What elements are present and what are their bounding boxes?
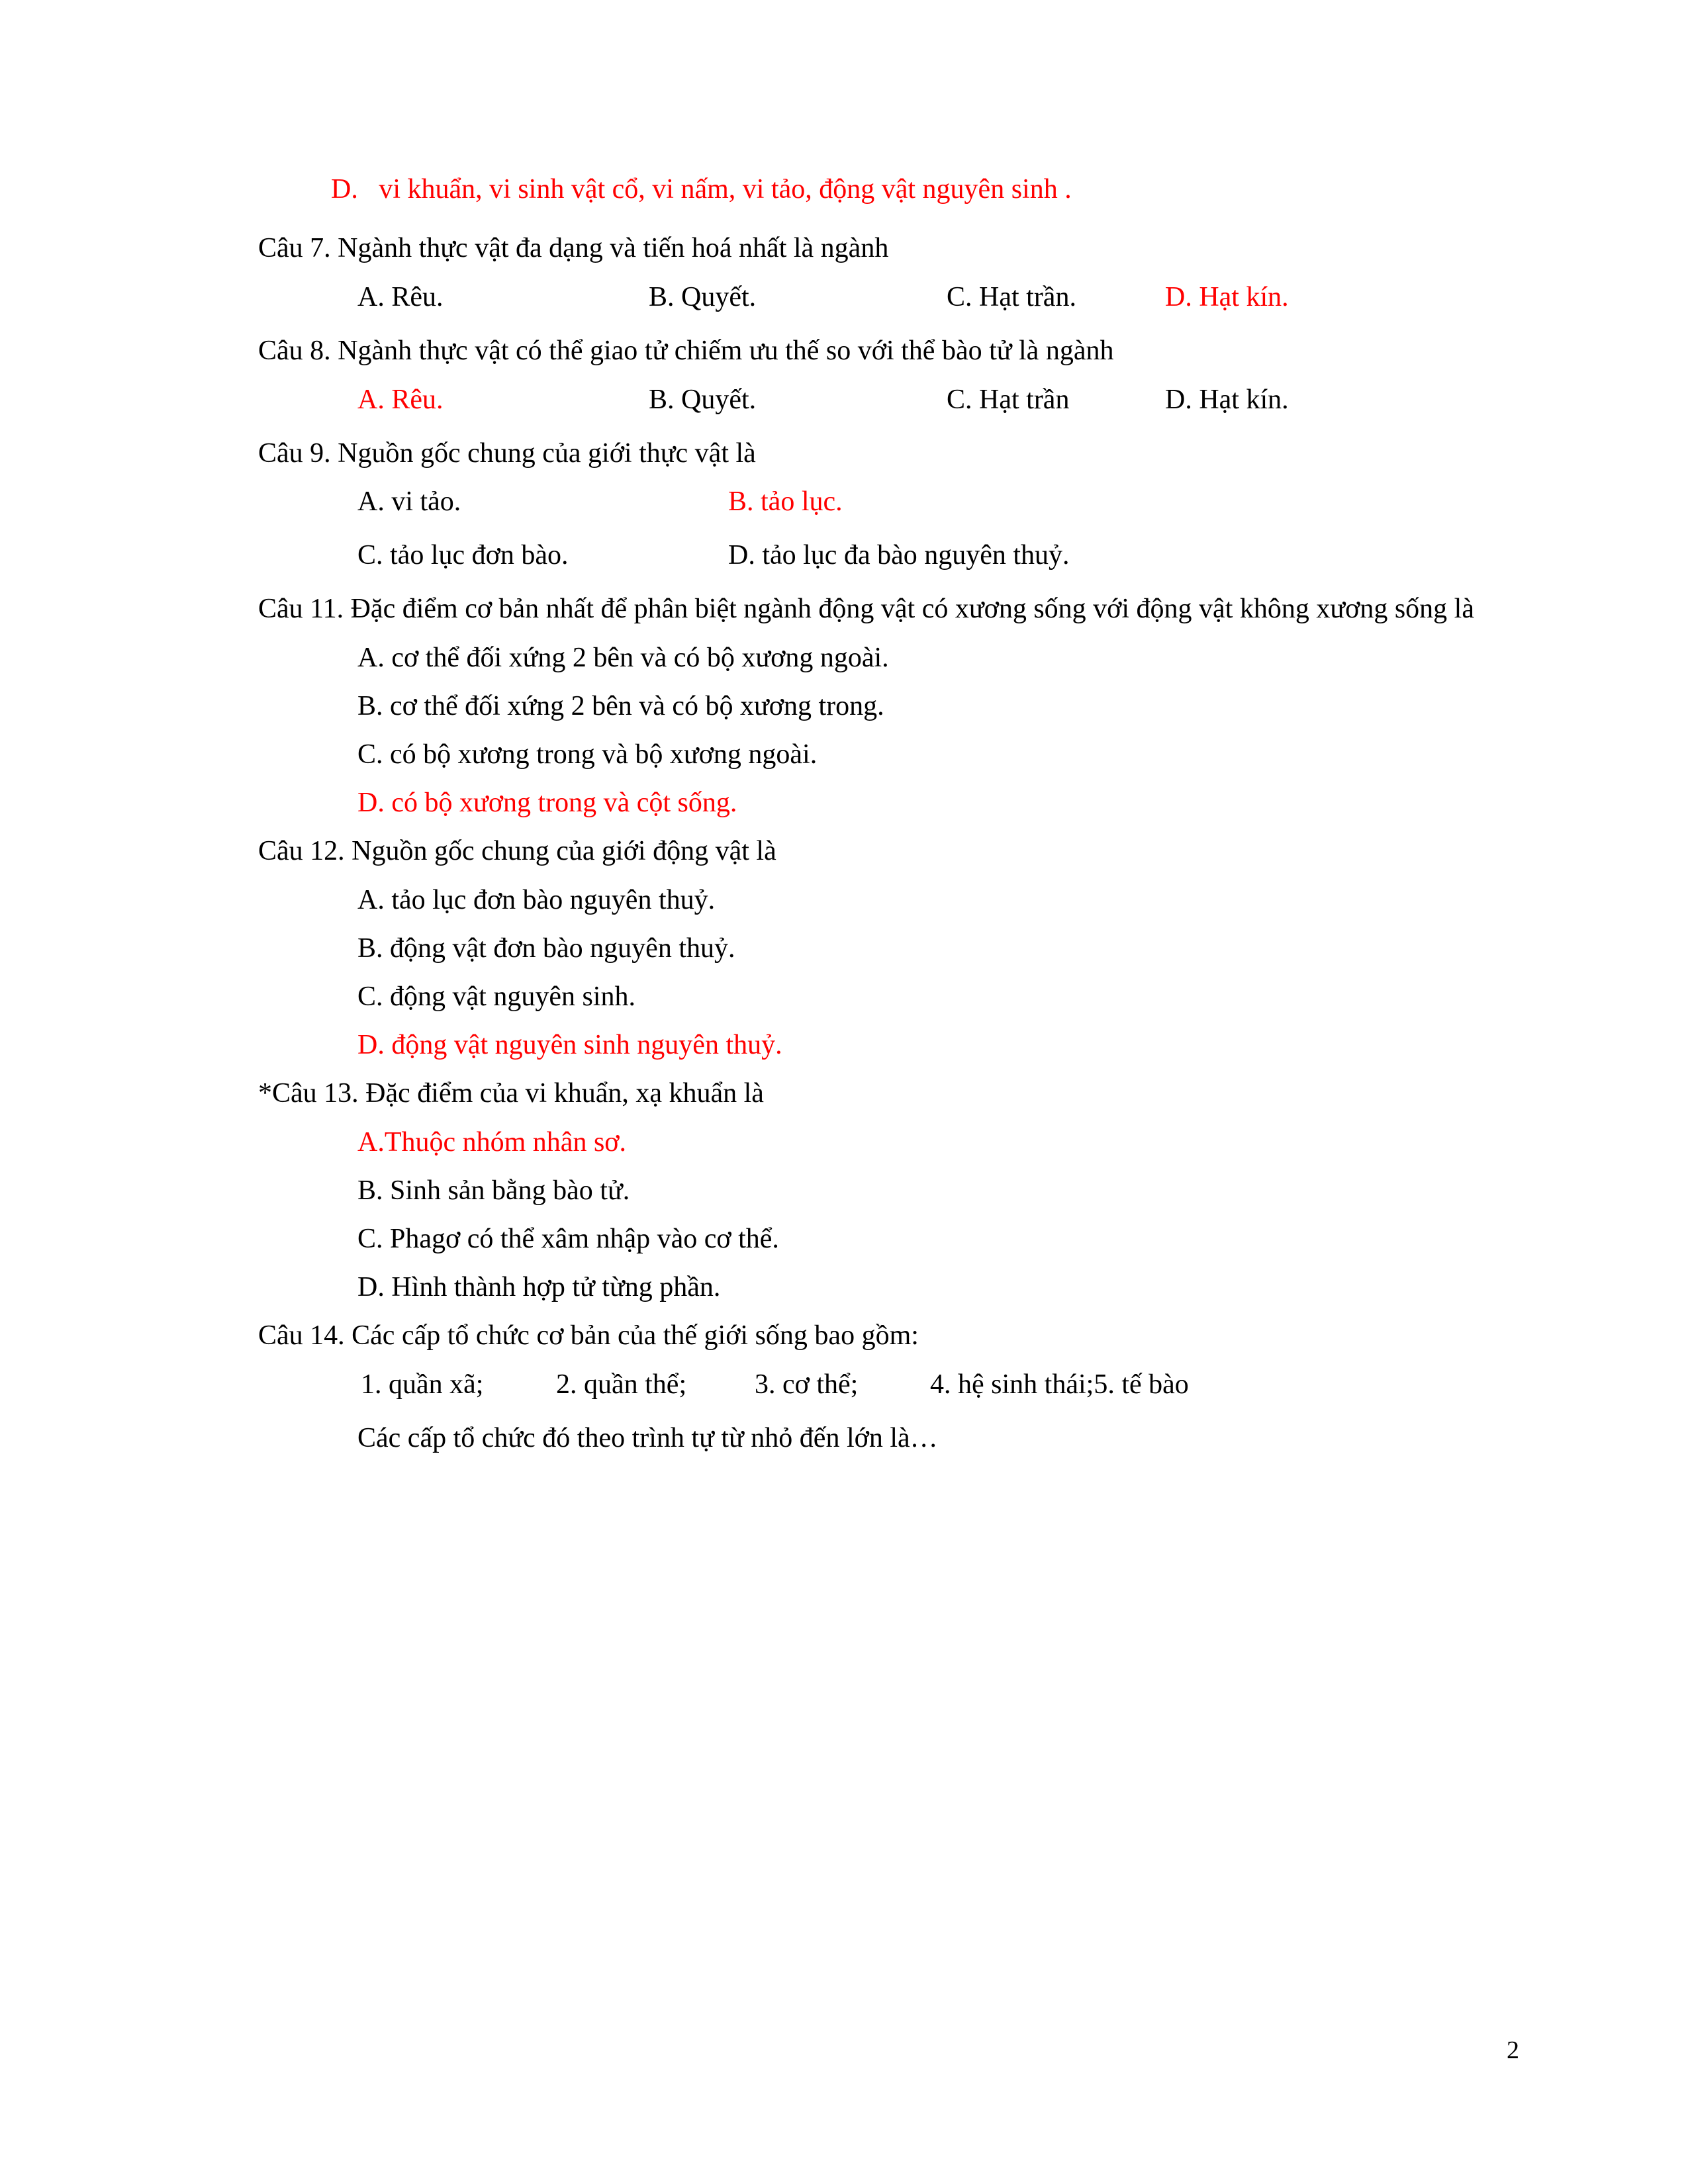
question-stem-cau-14: Câu 14. Các cấp tổ chức cơ bản của thế giới sống bao gồm: bbox=[258, 1320, 919, 1351]
option-cau-11-b[interactable]: B. cơ thể đối xứng 2 bên và có bộ xương trong. bbox=[357, 691, 884, 722]
question-stem-cau-12: Câu 12. Nguồn gốc chung của giới động vật là bbox=[258, 836, 776, 867]
option-cau-8-b[interactable]: B. Quyết. bbox=[649, 384, 757, 415]
option-cau-7-d[interactable]: D. Hạt kín. bbox=[1165, 281, 1289, 312]
page-number: 2 bbox=[1507, 2036, 1519, 2064]
options-row-cau-7 bbox=[258, 277, 1476, 318]
question-stem-cau-9: Câu 9. Nguồn gốc chung của giới thực vật là bbox=[258, 437, 756, 469]
question-stem-cau-11: Câu 11. Đặc điểm cơ bản nhất để phân biệt ngành động vật có xương sống với động vật không xương sống là bbox=[258, 594, 1474, 625]
top-answer-text: vi khuẩn, vi sinh vật cổ, vi nấm, vi tảo, động vật nguyên sinh . bbox=[379, 174, 1072, 205]
option-cau-9-b[interactable]: B. tảo lục. bbox=[728, 486, 843, 518]
option-cau-12-c[interactable]: C. động vật nguyên sinh. bbox=[357, 981, 635, 1013]
option-cau-9-a[interactable]: A. vi tảo. bbox=[357, 486, 461, 518]
option-cau-12-b[interactable]: B. động vật đơn bào nguyên thuỷ. bbox=[357, 933, 735, 964]
question-stem-cau-7: Câu 7. Ngành thực vật đa dạng và tiến hoá nhất là ngành bbox=[258, 233, 889, 263]
item-cau-14-2: 2. quần thể; bbox=[556, 1369, 687, 1400]
options-row-cau-8 bbox=[258, 379, 1476, 421]
option-cau-11-d[interactable]: D. có bộ xương trong và cột sống. bbox=[357, 788, 737, 819]
question-tail-cau-14: Các cấp tổ chức đó theo trình tự từ nhỏ đến lớn là… bbox=[357, 1422, 938, 1453]
option-cau-13-a[interactable]: A.Thuộc nhóm nhân sơ. bbox=[357, 1126, 626, 1158]
option-cau-13-b[interactable]: B. Sinh sản bằng bào tử. bbox=[357, 1175, 630, 1206]
option-cau-13-d[interactable]: D. Hình thành hợp tử từng phần. bbox=[357, 1271, 721, 1302]
item-cau-14-3: 3. cơ thể; bbox=[755, 1369, 859, 1400]
items-row-cau-14 bbox=[258, 1364, 1476, 1406]
question-stem-cau-8: Câu 8. Ngành thực vật có thể giao tử chiếm ưu thế so với thể bào tử là ngành bbox=[258, 335, 1114, 366]
option-cau-8-c[interactable]: C. Hạt trần bbox=[947, 384, 1070, 415]
option-cau-8-a[interactable]: A. Rêu. bbox=[357, 384, 444, 415]
top-answer-line bbox=[258, 169, 1476, 210]
page-content bbox=[258, 169, 1476, 1459]
top-answer-label: D. bbox=[331, 174, 358, 205]
option-cau-12-d[interactable]: D. động vật nguyên sinh nguyên thuỷ. bbox=[357, 1030, 782, 1061]
option-cau-12-a[interactable]: A. tảo lục đơn bào nguyên thuỷ. bbox=[357, 885, 716, 916]
options-row-cau-9-bottom bbox=[258, 535, 1476, 576]
item-cau-14-1: 1. quần xã; bbox=[361, 1369, 484, 1400]
option-cau-13-c[interactable]: C. Phagơ có thể xâm nhập vào cơ thể. bbox=[357, 1223, 779, 1254]
item-cau-14-4: 4. hệ sinh thái; bbox=[930, 1369, 1094, 1400]
option-cau-7-b[interactable]: B. Quyết. bbox=[649, 281, 757, 312]
option-cau-9-d[interactable]: D. tảo lục đa bào nguyên thuỷ. bbox=[728, 540, 1070, 571]
question-stem-cau-13: *Câu 13. Đặc điểm của vi khuẩn, xạ khuẩn là bbox=[258, 1078, 764, 1109]
option-cau-11-c[interactable]: C. có bộ xương trong và bộ xương ngoài. bbox=[357, 739, 818, 770]
option-cau-7-c[interactable]: C. Hạt trần. bbox=[947, 281, 1076, 312]
option-cau-11-a[interactable]: A. cơ thể đối xứng 2 bên và có bộ xương ngoài. bbox=[357, 643, 889, 674]
option-cau-7-a[interactable]: A. Rêu. bbox=[357, 281, 444, 312]
option-cau-9-c[interactable]: C. tảo lục đơn bào. bbox=[357, 540, 569, 571]
option-cau-8-d[interactable]: D. Hạt kín. bbox=[1165, 384, 1289, 415]
item-cau-14-5: 5. tế bào bbox=[1094, 1369, 1189, 1400]
options-row-cau-9-top bbox=[258, 481, 1476, 523]
